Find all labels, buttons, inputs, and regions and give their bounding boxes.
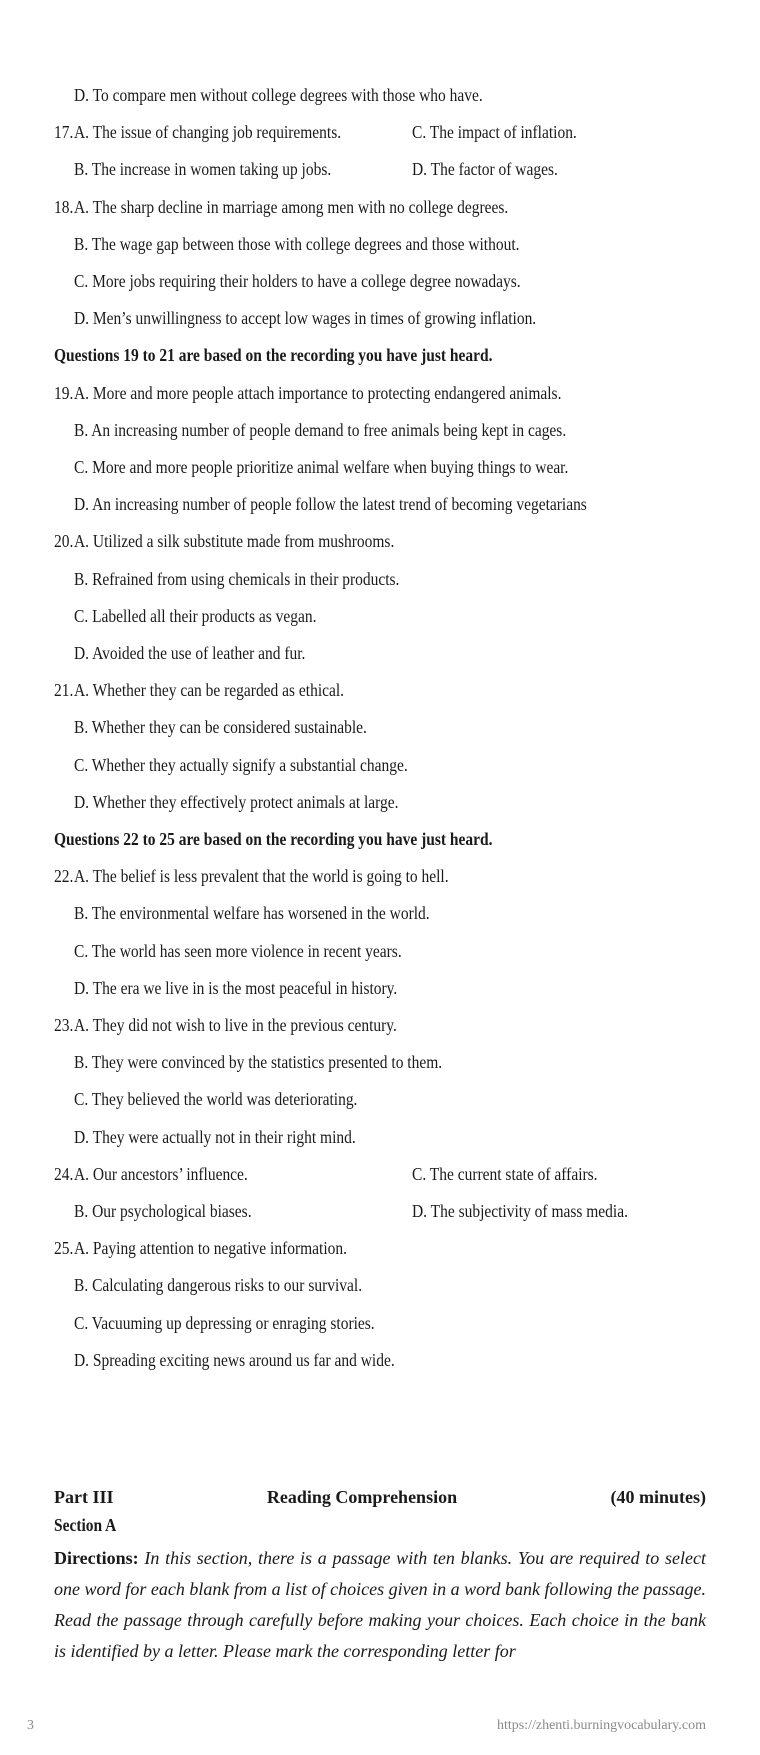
answer-option: A. Utilized a silk substitute made from mushrooms. xyxy=(74,531,395,551)
answer-option: C. Whether they actually signify a substantial change. xyxy=(74,755,408,775)
answer-option: B. Our psychological biases. xyxy=(74,1201,252,1221)
question-number: 24. xyxy=(54,1164,74,1184)
answer-option: A. They did not wish to live in the previous century. xyxy=(74,1015,397,1035)
question-number: 17. xyxy=(54,122,74,142)
answer-option: A. The belief is less prevalent that the world is going to hell. xyxy=(74,866,449,886)
section-title: Section A xyxy=(54,1515,117,1535)
answer-option: A. Whether they can be regarded as ethical. xyxy=(74,680,345,700)
answer-option: A. The sharp decline in marriage among men with no college degrees. xyxy=(74,197,509,217)
answer-option: B. Refrained from using chemicals in their products. xyxy=(74,569,400,589)
answer-option: D. Men’s unwillingness to accept low wages in times of growing inflation. xyxy=(74,308,537,328)
answer-option: B. The increase in women taking up jobs. xyxy=(74,159,332,179)
question-number: 22. xyxy=(54,866,74,886)
answer-option: B. They were convinced by the statistics presented to them. xyxy=(74,1052,443,1072)
answer-option: B. The wage gap between those with college degrees and those without. xyxy=(74,234,520,254)
answer-option: C. The impact of inflation. xyxy=(412,122,577,142)
questions-group-heading: Questions 19 to 21 are based on the recording you have just heard. xyxy=(54,345,493,365)
part-header xyxy=(54,1487,706,1508)
answer-option: B. An increasing number of people demand to free animals being kept in cages. xyxy=(74,420,567,440)
question-number: 20. xyxy=(54,531,74,551)
answer-option: C. More and more people prioritize animal welfare when buying things to wear. xyxy=(74,457,569,477)
answer-option: D. The factor of wages. xyxy=(412,159,558,179)
part-label: Part III xyxy=(54,1487,114,1507)
answer-option: D. Spreading exciting news around us far and wide. xyxy=(74,1350,395,1370)
answer-option: A. Paying attention to negative information. xyxy=(74,1238,347,1258)
answer-option: C. Vacuuming up depressing or enraging stories. xyxy=(74,1313,375,1333)
question-number: 21. xyxy=(54,680,74,700)
answer-option: D. An increasing number of people follow the latest trend of becoming vegetarians xyxy=(74,494,587,514)
question-number: 19. xyxy=(54,383,74,403)
question-number: 18. xyxy=(54,197,74,217)
part-title: Reading Comprehension xyxy=(266,1487,458,1507)
answer-option: D. The era we live in is the most peaceful in history. xyxy=(74,978,398,998)
answer-option: D. Avoided the use of leather and fur. xyxy=(74,643,306,663)
directions-label: Directions: xyxy=(54,1548,139,1568)
directions-paragraph xyxy=(54,1543,706,1667)
answer-option: D. The subjectivity of mass media. xyxy=(412,1201,628,1221)
answer-option: A. More and more people attach importance to protecting endangered animals. xyxy=(74,383,562,403)
question-number: 25. xyxy=(54,1238,74,1258)
answer-option: C. The current state of affairs. xyxy=(412,1164,598,1184)
question-number: 23. xyxy=(54,1015,74,1035)
answer-option: C. Labelled all their products as vegan. xyxy=(74,606,317,626)
answer-option: D. They were actually not in their right mind. xyxy=(74,1127,356,1147)
answer-option: C. The world has seen more violence in recent years. xyxy=(74,941,402,961)
footer-url[interactable]: https://zhenti.burningvocabulary.com xyxy=(496,1718,706,1733)
page-number: 3 xyxy=(27,1718,34,1733)
answer-option: A. Our ancestors’ influence. xyxy=(74,1164,248,1184)
answer-option: B. The environmental welfare has worsened in the world. xyxy=(74,903,430,923)
directions-text: In this section, there is a passage with ten blanks. You are required to select one word for each blank from a list of choices given in a word bank following the passage. Read the passage through carefully before making your choices. Each choice in the bank is identified by a letter. Please mark the corresponding letter for xyxy=(54,1548,706,1661)
questions-group-heading: Questions 22 to 25 are based on the recording you have just heard. xyxy=(54,829,493,849)
answer-option: D. To compare men without college degrees with those who have. xyxy=(74,85,483,105)
part-time: (40 minutes) xyxy=(610,1487,706,1507)
answer-option: B. Whether they can be considered sustainable. xyxy=(74,717,367,737)
answer-option: D. Whether they effectively protect animals at large. xyxy=(74,792,399,812)
answer-option: C. They believed the world was deteriorating. xyxy=(74,1089,358,1109)
answer-option: A. The issue of changing job requirements. xyxy=(74,122,342,142)
answer-option: B. Calculating dangerous risks to our survival. xyxy=(74,1275,363,1295)
answer-option: C. More jobs requiring their holders to have a college degree nowadays. xyxy=(74,271,521,291)
